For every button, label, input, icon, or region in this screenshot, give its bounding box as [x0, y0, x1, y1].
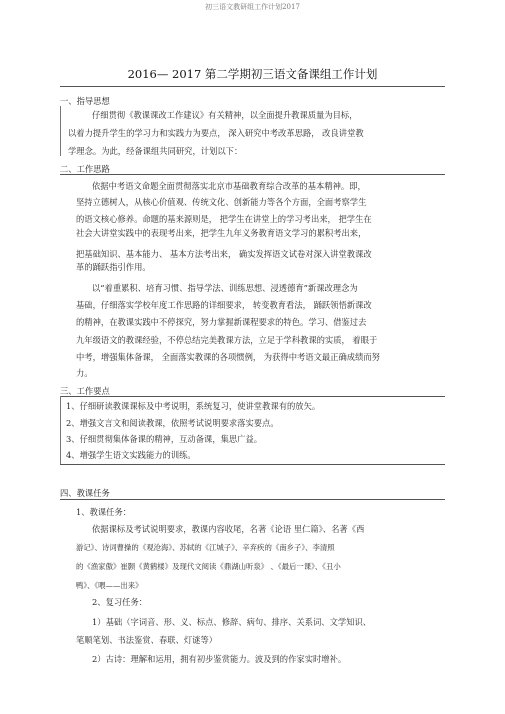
paragraph-line: 1）基础（字词音、形、义、标点、修辞、病句、排序、关系词、文学知识、	[92, 617, 372, 627]
paragraph-line: 社会大讲堂实践中的表现考出来，把学生九年义务教育语文学习的累积考出来，	[76, 228, 367, 238]
list-item: 4、增强学生语文实践能力的训练。	[66, 450, 196, 460]
section-rule	[60, 499, 445, 500]
paragraph-line: 的《渔家傲》崔颢《黄鹤楼》及现代文阅读《鼎湖山听泉》 、《最后一课》、《丑小	[76, 562, 341, 571]
running-header: 初三语文教研组工作计划2017	[205, 3, 300, 11]
paragraph-line: 把基础知识、基本能力、 基本方法考出来， 确实发挥语文试卷对深入讲堂教课改	[76, 249, 372, 259]
paragraph-line: 基础，仔细落实学校年度工作思路的详细要求， 转变教育看法， 踊跃领悟新课改	[76, 300, 372, 310]
paragraph-line: 2）古诗：理解和运用，拥有初步鉴赏能力。波及到的作家实时增补。	[92, 654, 347, 664]
list-item: 2、增强文言文和阅读教课，依照考试说明要求落实要点。	[66, 418, 279, 428]
section-heading-tasks: 四、教课任务	[60, 488, 110, 498]
document-title: 2016— 2017 第二学期初三语文备课组工作计划	[127, 67, 378, 81]
paragraph-line: 的精神，在教课实践中不停探究，努力掌握新课程要求的特色。学习、借鉴过去	[76, 317, 367, 327]
section-rule	[60, 174, 445, 175]
paragraph-line: 的语文核心修养。命题的基来源则是， 把学生在讲堂上的学习考出来， 把学生在	[76, 214, 372, 224]
paragraph-line: 仔细贯彻《教课课改工作建议》有关精神，以全面提升教课质量为目标，	[92, 110, 358, 120]
paragraph-line: 以着力提升学生的学习力和实践力为要点， 深入研究中考改革思路， 改良讲堂教	[68, 128, 364, 138]
paragraph-line: 以“着重累积、培育习惯、指导学法、训练思想、浸透德育”新课改理念为	[92, 283, 358, 293]
paragraph-line: 笔顺笔划、书法鉴赏、春联、灯谜等）	[76, 635, 218, 645]
title-rule	[60, 86, 445, 87]
section-heading-guiding: 一、指导思想	[60, 96, 110, 106]
paragraph-line: 鸭》、《喂——出来》	[76, 581, 143, 590]
section-box-left-border	[60, 106, 61, 156]
paragraph-line: 依据课标及考试说明要求，教课内容收尾，名著《论语 里仁篇》、名著《西	[92, 524, 365, 534]
paragraph-line: 九年级语文的教课经验，不停总结完美教课方法，立足于学科教课的实质， 着眼于	[76, 335, 378, 345]
paragraph-line: 坚持立德树人，从核心价值观、传统文化、创新能力等各个方面，全面考察学生	[76, 197, 367, 207]
paragraph-line: 革的踊跃指引作用。	[76, 262, 151, 272]
section-rule	[60, 464, 445, 465]
paragraph-line: 学理念。为此，经备课组共同研究，计划以下：	[68, 146, 243, 156]
paragraph-line: 中考，增强集体备课， 全面落实教课的各项惯例， 为获得中考语文最正确成绩而努	[76, 352, 380, 362]
section-rule	[60, 396, 445, 397]
paragraph-line: 1、教课任务：	[76, 507, 132, 517]
section-box-left-border	[60, 396, 61, 464]
list-item: 3、仔细贯彻集体备课的精神，互动备课，集思广益。	[66, 434, 263, 444]
paragraph-line: 游记》、诗词曹操的《观沧海》、苏轼的《江城子》、辛弃疾的《南乡子》、李清照	[76, 543, 335, 552]
paragraph-line: 力。	[76, 368, 93, 378]
section-heading-points: 三、工作要点	[60, 386, 110, 396]
paragraph-line: 2、复习任务：	[92, 597, 148, 607]
list-item: 1、仔细研读教课课标及中考说明，系统复习，使讲堂教课有的放矢。	[66, 401, 321, 411]
section-heading-ideas: 二、工作思路	[60, 164, 110, 174]
paragraph-line: 依据中考语文命题全面贯彻落实北京市基础教育综合改革的基本精神。即，	[92, 181, 366, 191]
